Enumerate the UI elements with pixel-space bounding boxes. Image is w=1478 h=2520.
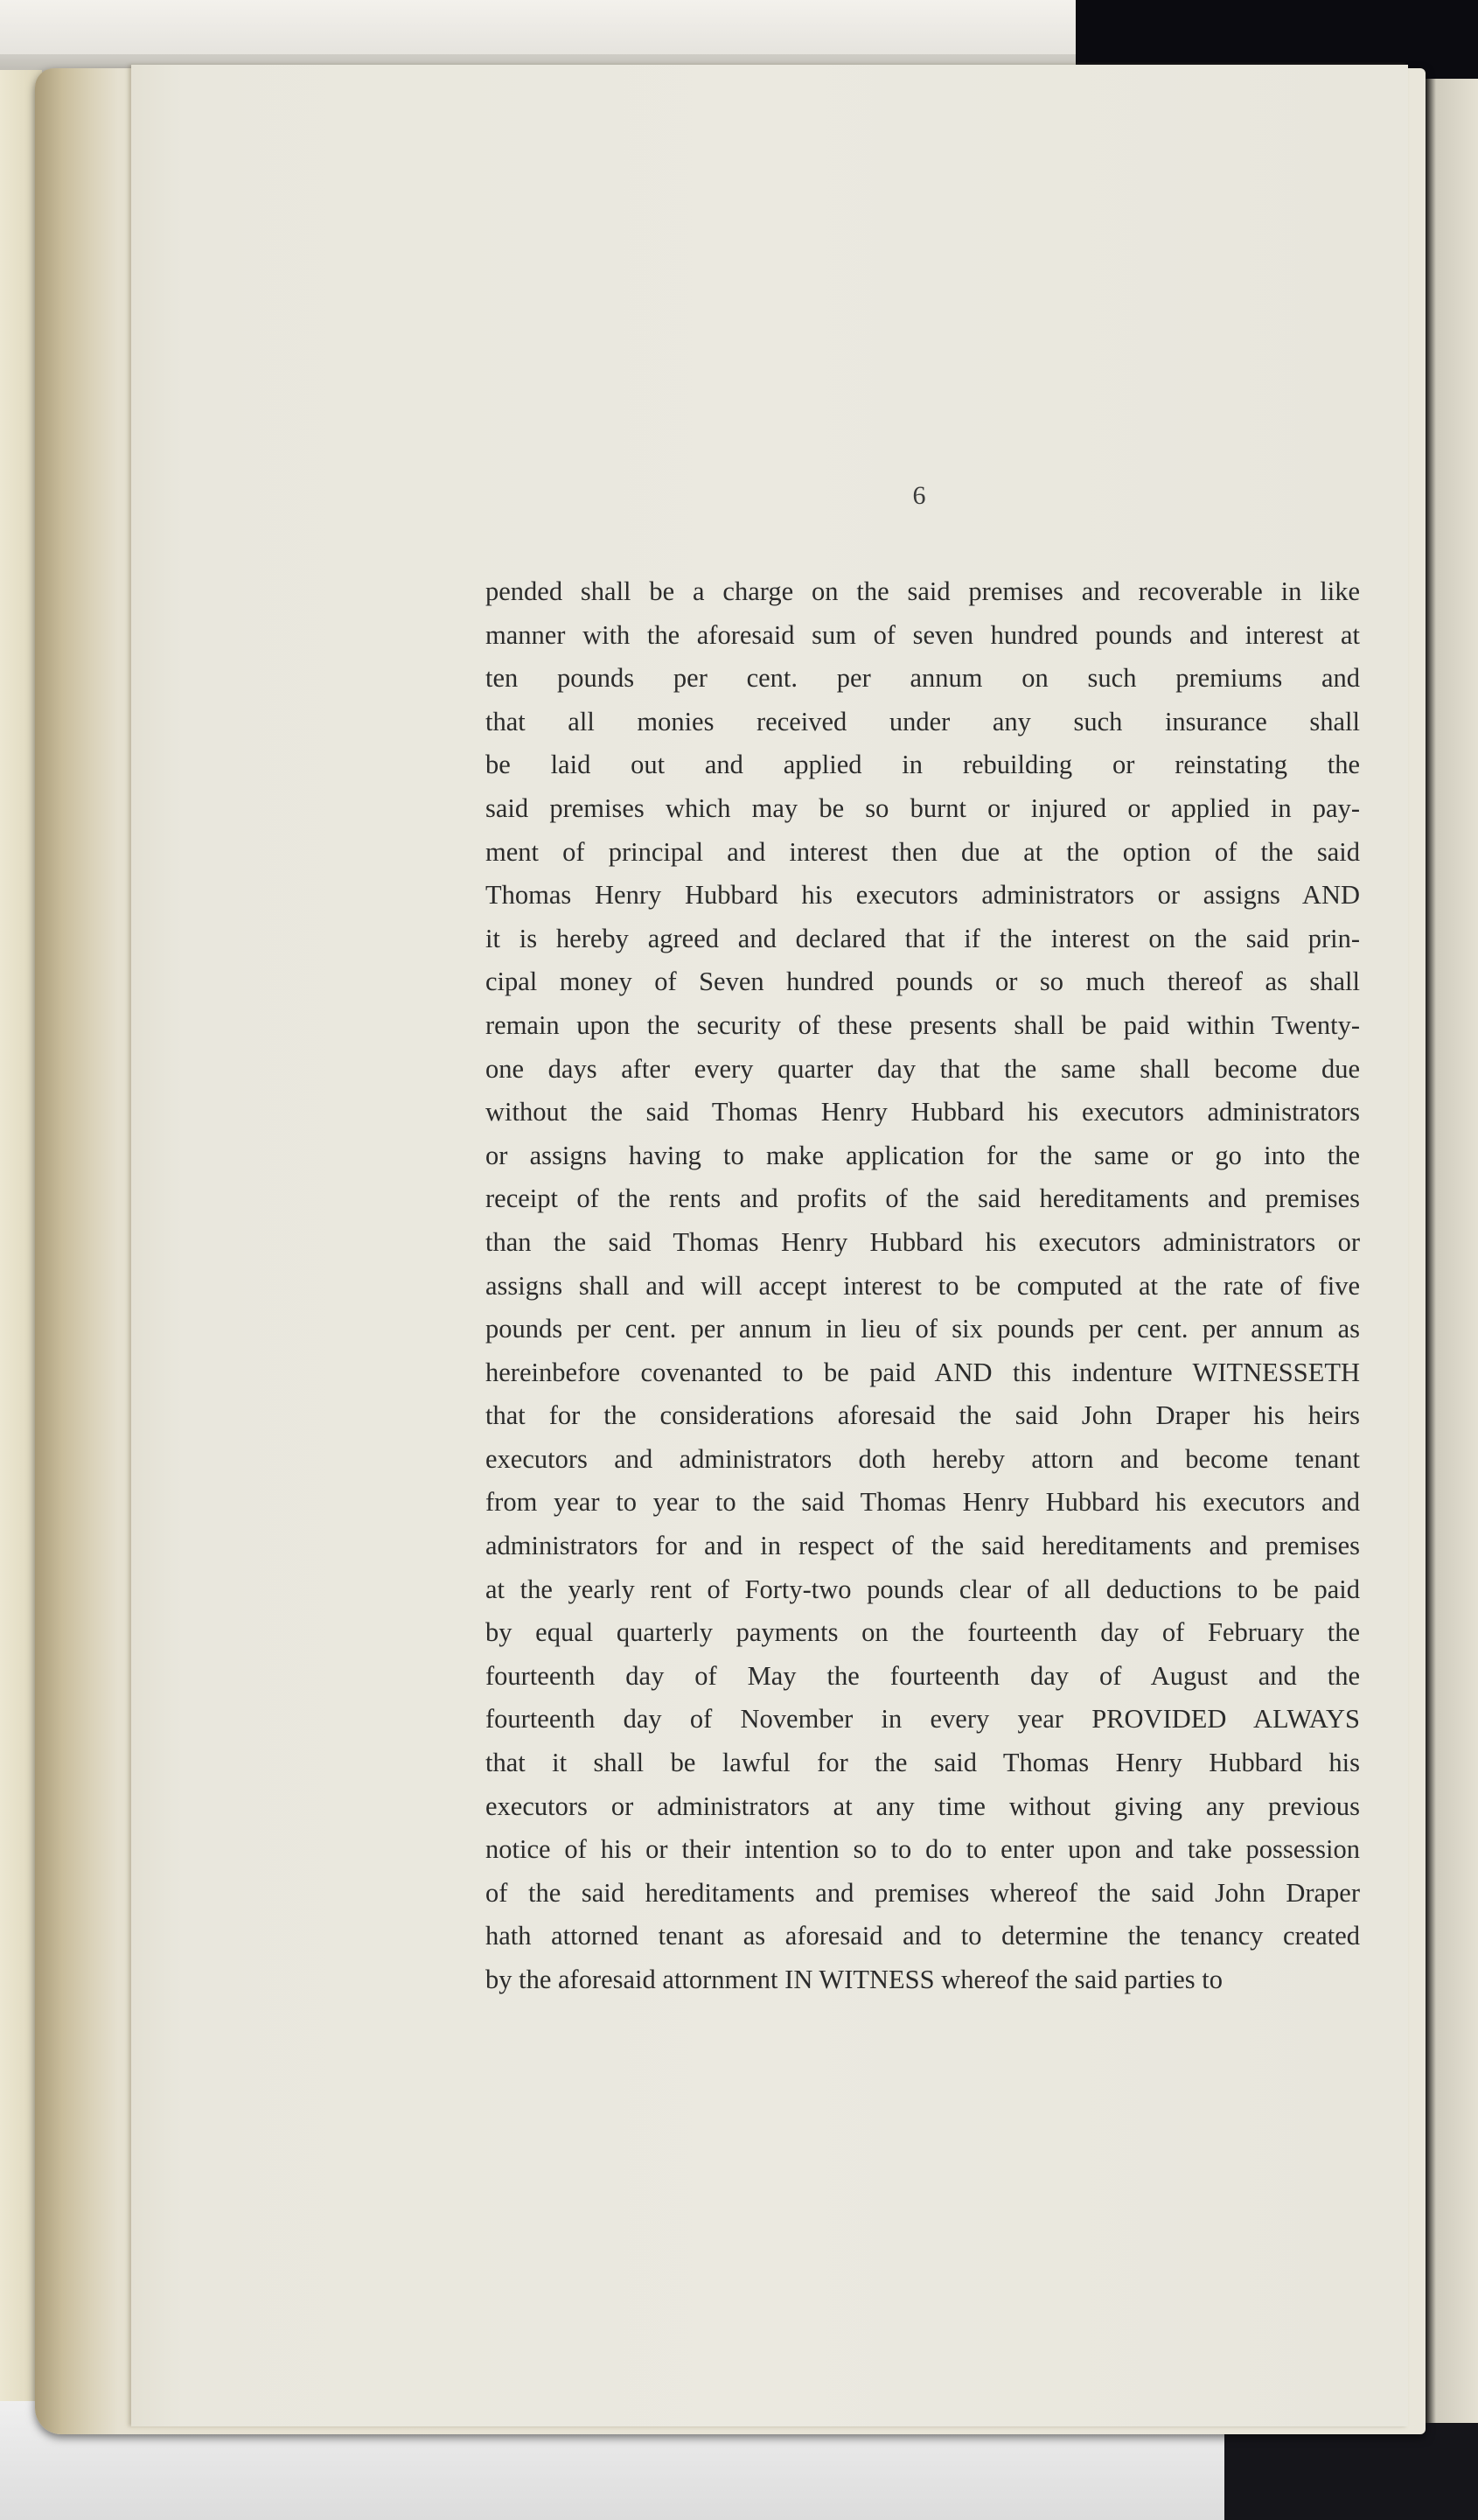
text-line: by the aforesaid attornment IN WITNESS whereof the said parties to — [485, 1965, 1224, 1994]
document-body-text — [485, 570, 1360, 2002]
text-line: pended shall be a charge on the said premises and recoverable in like — [485, 576, 1360, 606]
text-line: administrators for and in respect of the said hereditaments and premises — [485, 1531, 1360, 1561]
text-line: fourteenth day of November in every year PROVIDED ALWAYS — [485, 1704, 1360, 1735]
text-line: that all monies received under any such insurance shall — [485, 706, 1360, 736]
text-line: hath attorned tenant as aforesaid and to determine the tenancy created — [485, 1921, 1360, 1951]
text-line: that for the considerations aforesaid the said John Draper his heirs — [485, 1400, 1360, 1431]
text-line: assigns shall and will accept interest to be computed at the rate of five — [485, 1270, 1360, 1301]
text-line: fourteenth day of May the fourteenth day of August and the — [485, 1660, 1360, 1691]
text-line: without the said Thomas Henry Hubbard his executors administrators — [485, 1097, 1360, 1127]
text-line: it is hereby agreed and declared that if the interest on the said prin- — [485, 923, 1360, 953]
text-line: said premises which may be so burnt or injured or applied in pay- — [485, 792, 1360, 823]
text-line: ment of principal and interest then due at the option of the said — [485, 836, 1360, 867]
text-line: executors and administrators doth hereby attorn and become tenant — [485, 1443, 1360, 1474]
text-line: at the yearly rent of Forty-two pounds clear of all deductions to be paid — [485, 1574, 1360, 1604]
text-line: cipal money of Seven hundred pounds or so much thereof as shall — [485, 967, 1360, 997]
text-line: remain upon the security of these presents shall be paid within Twenty- — [485, 1009, 1360, 1040]
text-line: be laid out and applied in rebuilding or reinstating the — [485, 750, 1360, 780]
text-line: by equal quarterly payments on the fourteenth day of February the — [485, 1617, 1360, 1648]
text-line: ten pounds per cent. per annum on such premiums and — [485, 663, 1360, 694]
text-line: notice of his or their intention so to do to enter upon and take possession — [485, 1834, 1360, 1865]
text-line: of the said hereditaments and premises whereof the said John Draper — [485, 1877, 1360, 1908]
text-line: or assigns having to make application for the same or go into the — [485, 1140, 1360, 1170]
text-line: hereinbefore covenanted to be paid AND this indenture WITNESSETH — [485, 1357, 1360, 1387]
page-number: 6 — [912, 481, 926, 510]
text-line: Thomas Henry Hubbard his executors administrators or assigns AND — [485, 880, 1360, 911]
text-line: receipt of the rents and profits of the said hereditaments and premises — [485, 1183, 1360, 1214]
text-line: executors or administrators at any time without giving any previous — [485, 1791, 1360, 1821]
text-line: manner with the aforesaid sum of seven hundred pounds and interest at — [485, 619, 1360, 650]
facing-page-edge — [1426, 79, 1478, 2423]
text-line: than the said Thomas Henry Hubbard his executors administrators or — [485, 1226, 1360, 1257]
text-line: one days after every quarter day that the same shall become due — [485, 1053, 1360, 1084]
text-line: pounds per cent. per annum in lieu of six pounds per cent. per annum as — [485, 1314, 1360, 1344]
text-line: that it shall be lawful for the said Thomas Henry Hubbard his — [485, 1748, 1360, 1778]
text-line: from year to year to the said Thomas Henry Hubbard his executors and — [485, 1487, 1360, 1518]
